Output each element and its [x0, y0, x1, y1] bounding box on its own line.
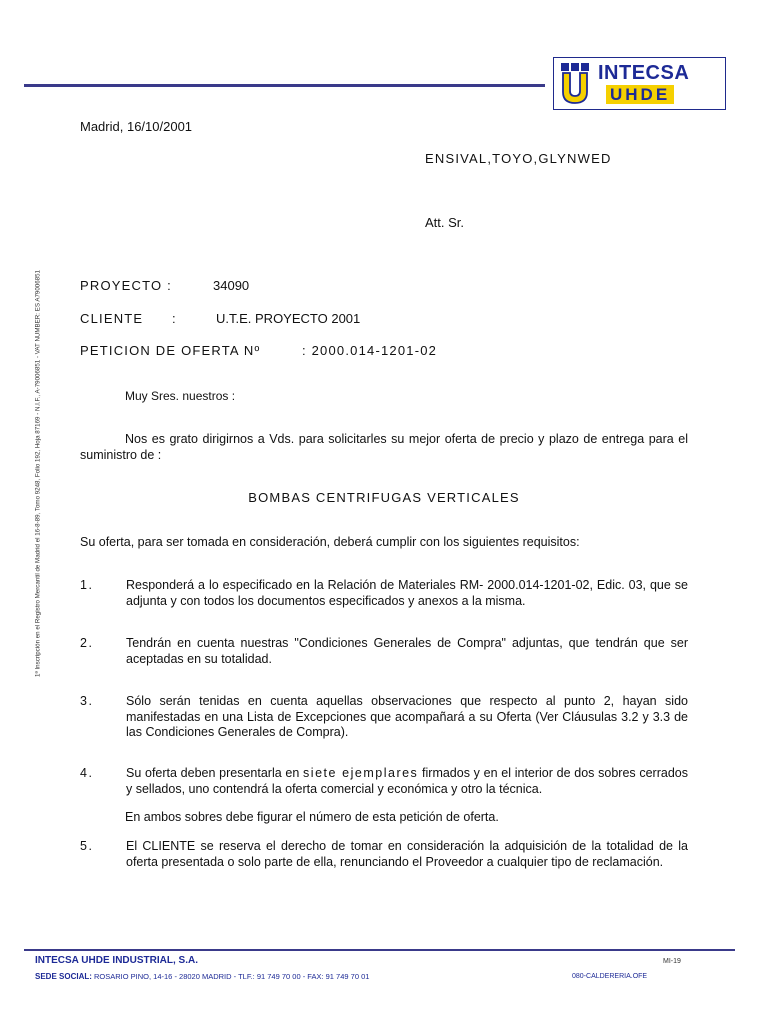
offer-label: PETICION DE OFERTA Nº	[80, 343, 261, 358]
project-label: PROYECTO :	[80, 278, 172, 293]
logo-u-icon	[558, 62, 592, 105]
client-value: U.T.E. PROYECTO 2001	[216, 311, 361, 326]
letter-attention: Att. Sr.	[425, 215, 465, 230]
item-4-emphasis: siete ejemplares	[303, 766, 419, 780]
letter-recipient: ENSIVAL,TOYO,GLYNWED	[425, 151, 612, 166]
item-5-number: 5.	[80, 839, 94, 853]
item-5-text: El CLIENTE se reserva el derecho de tomar en consideración la adquisición de la totalidad de la oferta presentada o solo parte de ella, renunciando el Proveedor a cualquier tipo de reclamación.	[126, 839, 688, 869]
item-4-note: En ambos sobres debe figurar el número de esta petición de oferta.	[125, 810, 499, 824]
footer-form-code: MI-19	[663, 958, 681, 965]
header-rule	[24, 84, 545, 87]
item-3-number: 3.	[80, 694, 94, 708]
client-colon: :	[172, 311, 176, 326]
logo-title: INTECSA	[598, 62, 690, 84]
project-value: 34090	[213, 278, 250, 293]
item-3-text: Sólo serán tenidas en cuenta aquellas observaciones que respecto al punto 2, hayan sido manifestadas en una Lista de Excepciones que acompañará a su Oferta (Ver Cláusulas 3.2 y 3.3 de las Condiciones Generales de Compra).	[126, 694, 688, 739]
item-2-text: Tendrán en cuenta nuestras "Condiciones Generales de Compra" adjuntas, que tendrán que ser aceptadas en su totalidad.	[126, 636, 688, 666]
footer-rule	[24, 949, 735, 951]
item-1-number: 1.	[80, 578, 94, 592]
item-4-text-before: Su oferta deben presentarla en	[126, 766, 304, 780]
item-4-text-after: firmados y en el interior de dos sobres cerrados y sellados, uno contendrá la oferta comercial y económica y otro la técnica.	[126, 766, 688, 796]
letter-date: Madrid, 16/10/2001	[80, 119, 193, 134]
offer-value: : 2000.014-1201-02	[302, 343, 438, 358]
client-label: CLIENTE	[80, 311, 144, 326]
footer-sede-address: ROSARIO PINO, 14-16 - 28020 MADRID - TLF.: 91 749 70 00 - FAX: 91 749 70 01	[94, 972, 370, 981]
footer-company: INTECSA UHDE INDUSTRIAL, S.A.	[35, 955, 198, 966]
requirements-intro: Su oferta, para ser tomada en consideración, deberá cumplir con los siguientes requisitos:	[80, 535, 580, 549]
registry-note: 1ª Inscripción en el Registro Mercantil de Madrid el 16-8-89, Tomo 9248, Folio 192, Hoja 87169 - N.I.F., A-79006851 - VAT NUMBER: ES A79006851	[34, 270, 42, 677]
footer-file-name: 080-CALDERERIA.OFE	[572, 973, 648, 980]
logo-subtitle: UHDE	[606, 85, 674, 104]
subject-title: BOMBAS CENTRIFUGAS VERTICALES	[248, 490, 520, 505]
item-4-text	[126, 766, 688, 797]
footer-address	[35, 972, 369, 981]
intro-paragraph: Nos es grato dirigirnos a Vds. para solicitarles su mejor oferta de precio y plazo de entrega para el suministro de :	[80, 432, 688, 462]
footer-sede-label: SEDE SOCIAL:	[35, 972, 92, 981]
item-4-number: 4.	[80, 766, 94, 780]
greeting: Muy Sres. nuestros :	[125, 389, 236, 403]
item-2-number: 2.	[80, 636, 94, 650]
company-logo	[553, 57, 726, 110]
item-1-text: Responderá a lo especificado en la Relación de Materiales RM- 2000.014-1201-02, Edic. 03, que se adjunta y con todos los documentos especificados y anexos a la misma.	[126, 578, 688, 608]
